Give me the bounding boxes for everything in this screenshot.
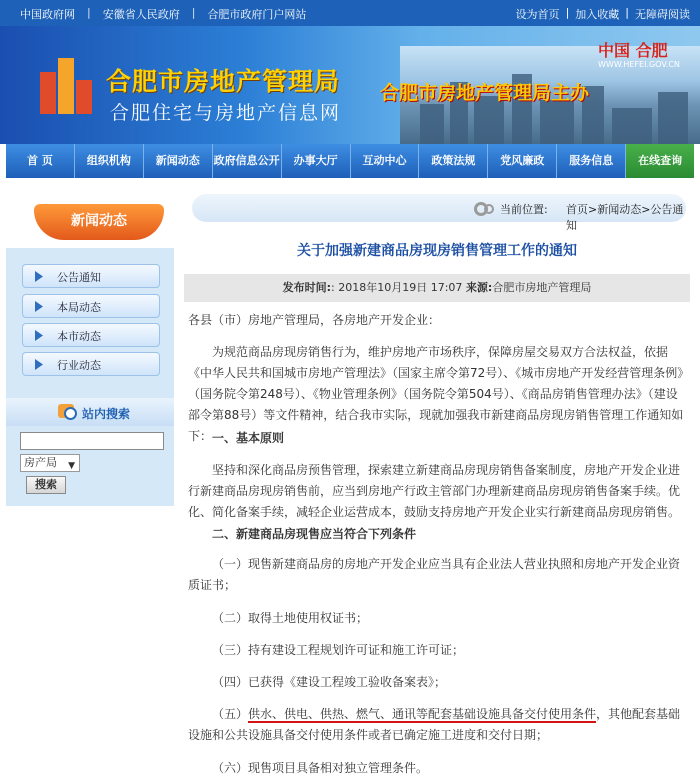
separator: | [191,6,196,19]
site-search-form [6,426,174,506]
search-icon [58,404,74,418]
article-title: 关于加强新建商品房现房销售管理工作的通知 [297,243,577,259]
publish-time: : 2018年10月19日 17:07 [331,281,463,294]
sidebar [6,190,174,766]
separator: | [625,6,629,19]
sidebar-item-industry-news[interactable] [22,352,160,376]
highlighted-conditions: 供水、供电、供热、燃气、通讯等配套基础设施具备交付使用条件 [248,707,597,721]
sidebar-item-city-news[interactable] [22,323,160,347]
site-title: 合肥市房地产管理局 [106,67,341,96]
search-scope-value: 房产局 [24,456,57,469]
article-heading: 一、基本原则 [212,431,285,445]
sponsor-text: 合肥市房地产管理局主办 [380,82,590,104]
bureau-logo-icon [40,58,94,114]
main-nav [6,144,694,178]
arrow-right-icon [35,271,43,282]
clause-remainder: ，其他配套基础设施和公共设施具备交付使用条件或者已确定施工进度和交付日期； [188,707,681,742]
nav-online-query[interactable]: 在线查询 [626,144,694,178]
breadcrumb-path[interactable]: 首页>新闻动态>公告通知 [566,203,684,232]
article-paragraph: 坚持和深化商品房预售管理，探索建立新建商品房现房销售备案制度，房地产开发企业进行新建商品房现房销售前，应当到房地产行政主管部门办理新建商品房现房销售备案手续。优化、简化备案手续，减轻企业运营成本，鼓励支持房地产开发企业实行新建商品房现房销售。 [188,463,681,519]
article-clause: （二）取得土地使用权证书； [212,611,369,625]
top-links-right [510,6,690,22]
sidebar-item-bureau-news[interactable] [22,294,160,318]
sidebar-menu [6,248,174,398]
site-search-title: 站内搜索 [82,407,131,421]
sidebar-item-label: 公告通知 [57,271,101,284]
nav-home[interactable]: 首 页 [6,144,75,178]
location-icon [484,204,494,214]
search-input[interactable] [20,432,164,450]
sidebar-item-label: 本市动态 [57,330,101,343]
dropdown-arrow-icon: ▼ [68,461,75,471]
article-paragraph: 为规范商品房现房销售行为，维护房地产市场秩序，保障房屋交易双方合法权益，依据《中华人民共和国城市房地产管理法》（国家主席令第72号）、《城市房地产开发经营管理条例》（国务院令第248号）、《物业管理条例》（国务院令第504号）、《商品房销售管理办法》（建设部令第88号）等文件精神，结合我市实际，现就加强我市新建商品房现房销售管理工作通知如下： [188,345,684,443]
nav-news[interactable]: 新闻动态 [144,144,213,178]
article-salutation: 各县（市）房地产管理局，各房地产开发企业： [188,313,441,327]
sidebar-item-label: 本局动态 [57,301,101,314]
link-anhui-gov[interactable]: 安徽省人民政府 [102,8,180,21]
arrow-right-icon [35,301,43,312]
publish-time-label: 发布时间: [282,281,332,294]
nav-service-hall[interactable]: 办事大厅 [282,144,351,178]
article-clause: （三）持有建设工程规划许可证和施工许可证； [212,643,465,657]
nav-interaction[interactable]: 互动中心 [351,144,420,178]
arrow-right-icon [35,359,43,370]
article-clause [188,704,686,746]
article-heading: 二、新建商品房现售应当符合下列条件 [212,527,417,541]
nav-organization[interactable]: 组织机构 [75,144,144,178]
sidebar-item-notices[interactable] [22,264,160,288]
search-button[interactable]: 搜索 [26,476,66,494]
separator: | [87,6,91,19]
site-subtitle: 合肥住宅与房地产信息网 [110,102,342,124]
main-content [182,190,692,775]
search-scope-select[interactable] [20,454,80,472]
clause-number: （五） [212,707,249,721]
breadcrumb [192,194,686,232]
nav-integrity[interactable]: 党风廉政 [488,144,557,178]
link-gov-china[interactable]: 中国政府网 [20,8,75,21]
source-value: 合肥市房地产管理局 [492,281,592,294]
article-meta [184,274,690,302]
sidebar-title: 新闻动态 [34,204,164,240]
article-clause: （四）已获得《建设工程竣工验收备案表》； [212,675,447,689]
article-clause: （一）现售新建商品房的房地产开发企业应当具有企业法人营业执照和房地产开发企业资质证书； [188,557,681,592]
nav-policies[interactable]: 政策法规 [419,144,488,178]
city-url: WWW.HEFEI.GOV.CN [598,60,680,69]
separator: | [565,6,570,19]
city-badge: 中国 合肥 [598,41,668,60]
top-links-left [20,6,318,22]
link-add-favorite[interactable]: 加入收藏 [575,8,620,21]
article-clause: （六）现售项目具备相对独立管理条件。 [212,761,429,775]
link-set-homepage[interactable]: 设为首页 [515,8,560,21]
header-banner [0,26,700,144]
site-search-header [6,398,174,426]
nav-gov-info[interactable]: 政府信息公开 [213,144,282,178]
source-label: 来源: [465,281,493,294]
link-hefei-portal[interactable]: 合肥市政府门户网站 [207,8,307,21]
sidebar-item-label: 行业动态 [57,359,101,372]
breadcrumb-label: 当前位置: [500,203,548,216]
arrow-right-icon [35,330,43,341]
top-bar [0,0,700,26]
link-accessible-reading[interactable]: 无障碍阅读 [635,8,690,21]
nav-service-info[interactable]: 服务信息 [557,144,626,178]
